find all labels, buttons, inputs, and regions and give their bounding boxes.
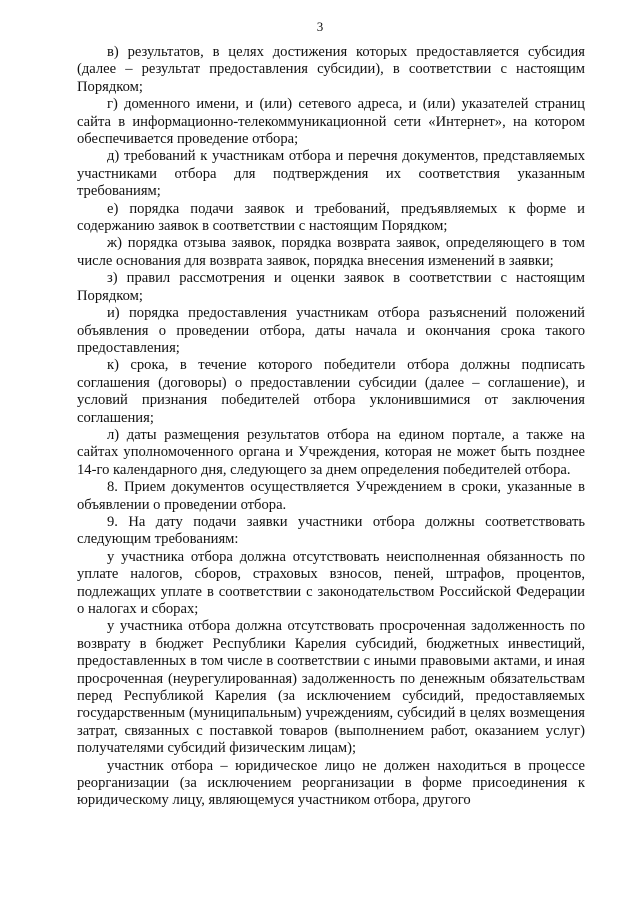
paragraph-e: е) порядка подачи заявок и требований, предъявляемых к форме и содержанию заявок в соответствии с настоящим Порядком;: [77, 200, 585, 235]
paragraph-k: к) срока, в течение которого победители отбора должны подписать соглашения (договоры) о предоставлении субсидии (далее – соглашение), и условий признания победителей отбора уклонившимися от заключения соглашения;: [77, 357, 585, 426]
paragraph-z: з) правил рассмотрения и оценки заявок в соответствии с настоящим Порядком;: [77, 270, 585, 304]
paragraph-g: г) доменного имени, и (или) сетевого адреса, и (или) указателей страниц сайта в информационно-телекоммуникационной сети «Интернет», на котором обеспечивается проведение отбора;: [77, 96, 585, 148]
paragraph-8: 8. Прием документов осуществляется Учреждением в сроки, указанные в объявлении о проведении отбора.: [77, 479, 585, 513]
paragraph-i: и) порядка предоставления участникам отбора разъяснений положений объявления о проведении отбора, даты начала и окончания срока такого предоставления;: [77, 305, 585, 356]
document-body: [77, 44, 585, 810]
paragraph-9: 9. На дату подачи заявки участники отбора должны соответствовать следующим требованиям:: [77, 513, 585, 548]
paragraph-zh: ж) порядка отзыва заявок, порядка возврата заявок, определяющего в том числе основания для возврата заявок, порядка внесения изменений в заявки;: [77, 235, 585, 269]
paragraph-d: д) требований к участникам отбора и перечня документов, представляемых участниками отбора для подтверждения их соответствия указанным требованиям;: [77, 148, 585, 200]
paragraph-requirement-taxes: у участника отбора должна отсутствовать неисполненная обязанность по уплате налогов, сборов, страховых взносов, пеней, штрафов, процентов, подлежащих уплате в соответствии с законодательством Российской Федерации о налогах и сборах;: [77, 548, 585, 617]
paragraph-v: в) результатов, в целях достижения которых предоставляется субсидия (далее – результат предоставления субсидии), в соответствии с настоящим Порядком;: [77, 44, 585, 95]
page-number: 3: [316, 19, 324, 34]
paragraph-requirement-reorganization: участник отбора – юридическое лицо не должен находиться в процессе реорганизации (за исключением реорганизации в форме присоединения к юридическому лицу, являющемуся участником отбора, другого: [77, 757, 585, 809]
paragraph-requirement-debt: у участника отбора должна отсутствовать просроченная задолженность по возврату в бюджет Республики Карелия субсидий, бюджетных инвестиций, предоставленных в том числе в соответствии с иными правовыми актами, и иная просроченная (неурегулированная) задолженность по денежным обязательствам перед Республикой Карелия (за исключением субсидий, предоставляемых государственным (муниципальным) учреждениям, субсидий в целях возмещения затрат, связанных с поставкой товаров (выполнением работ, оказанием услуг) получателями субсидий физическим лицам);: [77, 618, 585, 757]
paragraph-l: л) даты размещения результатов отбора на едином портале, а также на сайтах уполномоченного органа и Учреждения, которая не может быть позднее 14-го календарного дня, следующего за днем определения победителей отбора.: [77, 426, 585, 478]
